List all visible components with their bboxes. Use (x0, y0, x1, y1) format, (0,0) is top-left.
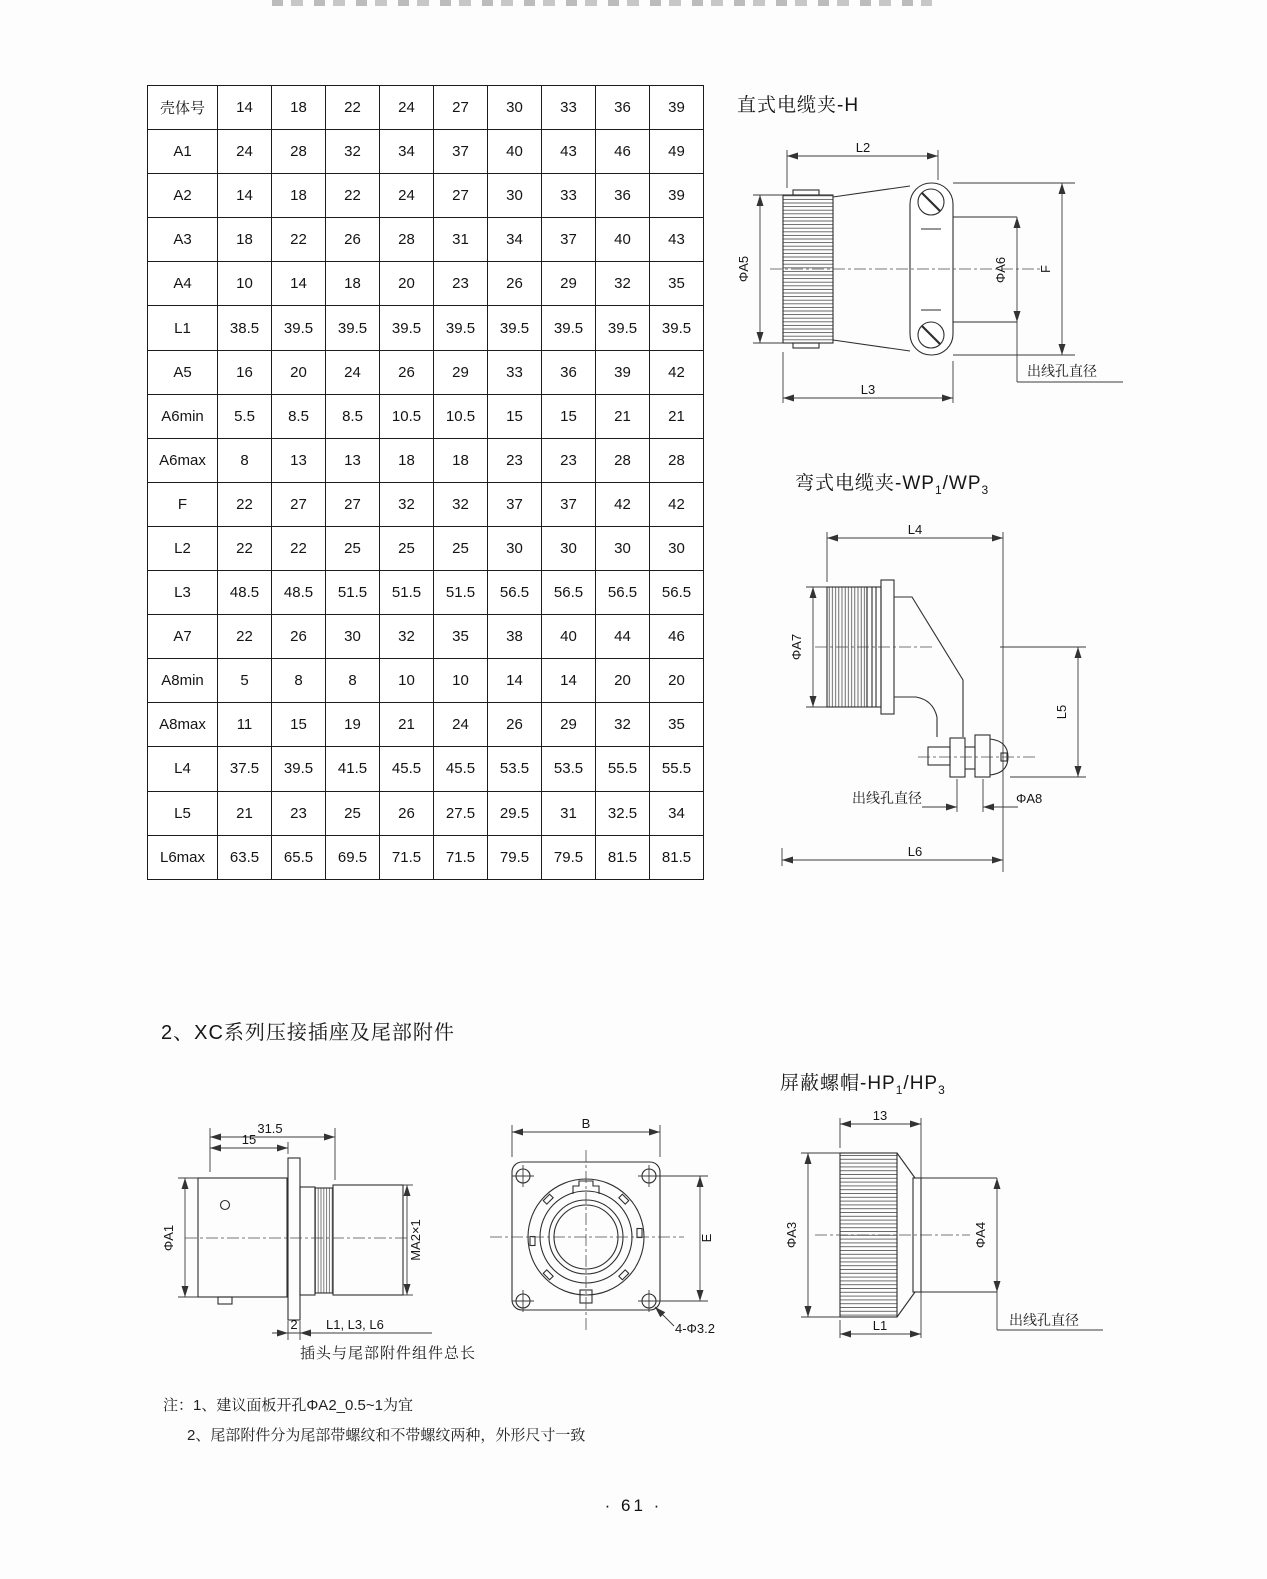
dimension-cell: 38 (488, 615, 542, 659)
dimension-cell: 20 (650, 659, 704, 703)
table-row (148, 174, 704, 218)
dimension-cell: 46 (596, 130, 650, 174)
svg-text:L5: L5 (1054, 704, 1069, 720)
dimension-cell: 69.5 (326, 835, 380, 879)
dimension-cell: 53.5 (488, 747, 542, 791)
mounting-hole (512, 1290, 534, 1312)
nut-title-sub1: 1 (895, 1082, 904, 1097)
dimension-cell: 56.5 (596, 571, 650, 615)
table-row (148, 262, 704, 306)
dimension-cell: 33 (488, 350, 542, 394)
l-set-label: L1, L3, L6 (326, 1317, 384, 1332)
dimension-cell: 24 (326, 350, 380, 394)
table-row (148, 571, 704, 615)
dimension-cell: 22 (218, 526, 272, 570)
dimension-31-5 (210, 1121, 335, 1180)
dimension-cell: 71.5 (434, 835, 488, 879)
dimension-cell: 53.5 (542, 747, 596, 791)
dimension-cell: 37 (542, 482, 596, 526)
table-row (148, 703, 704, 747)
dimension-cell: 32 (380, 482, 434, 526)
dimension-cell: 34 (650, 791, 704, 835)
dimension-l5 (1000, 647, 1086, 777)
dimension-cell: 13 (326, 438, 380, 482)
knurled-barrel (783, 186, 910, 351)
svg-text:ΦA3: ΦA3 (784, 1221, 799, 1249)
row-label: A8max (148, 703, 218, 747)
dimension-cell: 45.5 (380, 747, 434, 791)
dimension-cell: 22 (272, 218, 326, 262)
table-row (148, 306, 704, 350)
dimension-cell: 36 (542, 350, 596, 394)
svg-text:ΦA5: ΦA5 (736, 255, 751, 283)
dimension-cell: 26 (488, 703, 542, 747)
dimension-cell: 10 (380, 659, 434, 703)
dimension-cell: 22 (218, 615, 272, 659)
dimension-cell: 21 (650, 394, 704, 438)
dimension-cell: 26 (380, 350, 434, 394)
table-row (148, 791, 704, 835)
dimension-cell: 40 (596, 218, 650, 262)
row-label: L5 (148, 791, 218, 835)
dimension-cell: 48.5 (272, 571, 326, 615)
dimension-cell: 10.5 (434, 394, 488, 438)
dimension-cell: 15 (488, 394, 542, 438)
svg-text:ΦA6: ΦA6 (993, 256, 1008, 284)
table-row (148, 615, 704, 659)
dimension-cell: 39.5 (596, 306, 650, 350)
svg-text:ΦA1: ΦA1 (161, 1224, 176, 1252)
row-label: A7 (148, 615, 218, 659)
table-shell-size-header: 14 (218, 86, 272, 130)
row-label: A6max (148, 438, 218, 482)
svg-text:MA2×1: MA2×1 (408, 1219, 423, 1261)
dimension-cell: 46 (650, 615, 704, 659)
row-label: F (148, 482, 218, 526)
table-shell-size-header: 27 (434, 86, 488, 130)
dimension-cell: 25 (326, 526, 380, 570)
dimension-cell: 35 (650, 703, 704, 747)
dimension-cell: 8 (218, 438, 272, 482)
svg-text:ΦA8: ΦA8 (1016, 791, 1043, 806)
dimension-cell: 42 (650, 482, 704, 526)
dimension-phi-a4 (973, 1178, 997, 1330)
table-shell-size-header: 39 (650, 86, 704, 130)
dimension-cell: 23 (272, 791, 326, 835)
dimension-cell: 39 (650, 174, 704, 218)
exit-hole-label (1017, 363, 1123, 382)
dimension-phi-a6 (993, 217, 1017, 382)
table-corner-header: 壳体号 (148, 86, 218, 130)
dimension-cell: 43 (542, 130, 596, 174)
front-view-drawing (478, 1095, 763, 1363)
row-label: L1 (148, 306, 218, 350)
dimension-cell: 41.5 (326, 747, 380, 791)
dimension-cell: 27 (272, 482, 326, 526)
table-row (148, 394, 704, 438)
svg-text:B: B (581, 1116, 591, 1131)
dimension-cell: 79.5 (542, 835, 596, 879)
dimension-cell: 18 (380, 438, 434, 482)
page-number: · 61 · (604, 1496, 663, 1515)
dimension-cell: 26 (380, 791, 434, 835)
dimension-cell: 29 (434, 350, 488, 394)
dimension-cell: 37.5 (218, 747, 272, 791)
table-header-row (148, 86, 704, 130)
dimension-thread-ma2x1 (403, 1185, 423, 1295)
dimension-cell: 51.5 (380, 571, 434, 615)
dimension-cell: 37 (488, 482, 542, 526)
dimension-cell: 32 (596, 262, 650, 306)
dimension-cell: 21 (380, 703, 434, 747)
dimension-cell: 36 (596, 174, 650, 218)
dimension-cell: 33 (542, 174, 596, 218)
dimension-e (656, 1176, 714, 1301)
table-shell-size-header: 22 (326, 86, 380, 130)
dimension-cell: 10.5 (380, 394, 434, 438)
dimension-cell: 28 (596, 438, 650, 482)
dimension-cell: 55.5 (650, 747, 704, 791)
bent-title-sub2: 3 (981, 482, 990, 497)
dimension-cell: 34 (488, 218, 542, 262)
dimension-l2 (787, 140, 938, 188)
svg-text:4-Φ3.2: 4-Φ3.2 (675, 1321, 716, 1336)
row-label: A1 (148, 130, 218, 174)
dimension-cell: 18 (272, 174, 326, 218)
dimension-cell: 28 (272, 130, 326, 174)
dimension-cell: 8.5 (326, 394, 380, 438)
dimension-cell: 42 (650, 350, 704, 394)
svg-text:出线孔直径: 出线孔直径 (852, 790, 922, 806)
row-label: A4 (148, 262, 218, 306)
svg-text:ΦA4: ΦA4 (973, 1221, 988, 1249)
dimension-cell: 25 (434, 526, 488, 570)
dimension-cell: 8.5 (272, 394, 326, 438)
table-row (148, 350, 704, 394)
table-shell-size-header: 36 (596, 86, 650, 130)
table-row (148, 482, 704, 526)
dimension-cell: 22 (218, 482, 272, 526)
panel-flange (288, 1158, 300, 1320)
nut-title-mid: /HP (903, 1073, 939, 1094)
table-shell-size-header: 33 (542, 86, 596, 130)
dimension-cell: 27 (434, 174, 488, 218)
dimension-cell: 71.5 (380, 835, 434, 879)
svg-text:31.5: 31.5 (257, 1121, 283, 1136)
bent-title-sub1: 1 (934, 482, 943, 497)
row-label: A6min (148, 394, 218, 438)
dimension-cell: 45.5 (434, 747, 488, 791)
dimension-cell: 79.5 (488, 835, 542, 879)
dimension-cell: 51.5 (434, 571, 488, 615)
dimension-cell: 30 (596, 526, 650, 570)
dimension-cell: 15 (272, 703, 326, 747)
svg-text:L2: L2 (855, 140, 871, 155)
dimension-cell: 39.5 (542, 306, 596, 350)
dimension-cell: 32 (596, 703, 650, 747)
dimension-cell: 30 (326, 615, 380, 659)
holes-callout (655, 1307, 715, 1336)
dimension-cell: 23 (488, 438, 542, 482)
svg-text:出线孔直径: 出线孔直径 (1009, 1312, 1079, 1328)
dimension-cell: 38.5 (218, 306, 272, 350)
dimension-cell: 30 (650, 526, 704, 570)
dimension-cell: 28 (380, 218, 434, 262)
dimension-f (953, 183, 1075, 355)
dimension-cell: 25 (380, 526, 434, 570)
dimension-cell: 21 (596, 394, 650, 438)
dimension-cell: 14 (218, 174, 272, 218)
dimension-cell: 39.5 (488, 306, 542, 350)
dimension-cell: 27 (326, 482, 380, 526)
cable-gland (918, 735, 1038, 777)
row-label: L4 (148, 747, 218, 791)
dimension-cell: 27.5 (434, 791, 488, 835)
dimension-cell: 5.5 (218, 394, 272, 438)
dimension-cell: 25 (326, 791, 380, 835)
dimension-cell: 34 (380, 130, 434, 174)
dimension-cell: 44 (596, 615, 650, 659)
dimension-l3 (783, 352, 953, 403)
svg-text:L6: L6 (907, 844, 923, 859)
straight-clamp-title: 直式电缆夹-H (737, 95, 860, 116)
dimension-cell: 39.5 (272, 306, 326, 350)
dimension-cell: 29.5 (488, 791, 542, 835)
note-line-2: 2、尾部附件分为尾部带螺纹和不带螺纹两种，外形尺寸一致 (187, 1427, 586, 1444)
svg-text:出线孔直径: 出线孔直径 (1027, 363, 1097, 379)
dimension-l1 (840, 1318, 921, 1338)
clipped-header-text (272, 0, 932, 6)
dimension-cell: 20 (380, 262, 434, 306)
svg-text:E: E (699, 1233, 714, 1243)
svg-text:2: 2 (290, 1317, 298, 1332)
table-row (148, 438, 704, 482)
table-shell-size-header: 24 (380, 86, 434, 130)
dimension-cell: 24 (218, 130, 272, 174)
dimension-cell: 26 (326, 218, 380, 262)
collar (300, 1187, 315, 1295)
dimension-cell: 20 (272, 350, 326, 394)
dimension-cell: 56.5 (650, 571, 704, 615)
plug-side-drawing (160, 1100, 480, 1350)
dimension-cell: 39.5 (272, 747, 326, 791)
dimensions-table (147, 85, 704, 880)
dimension-cell: 30 (488, 174, 542, 218)
exit-hole-dimension (852, 779, 1042, 812)
bent-clamp-drawing (770, 520, 1180, 882)
table-row (148, 130, 704, 174)
dimension-cell: 39.5 (326, 306, 380, 350)
dimension-cell: 5 (218, 659, 272, 703)
dimension-cell: 31 (542, 791, 596, 835)
dimension-cell: 43 (650, 218, 704, 262)
dimension-cell: 14 (542, 659, 596, 703)
table-shell-size-header: 30 (488, 86, 542, 130)
dimension-cell: 11 (218, 703, 272, 747)
dimension-cell: 51.5 (326, 571, 380, 615)
dimension-cell: 32 (380, 615, 434, 659)
bent-title-mid: /WP (942, 473, 982, 494)
row-label: A3 (148, 218, 218, 262)
dimension-cell: 22 (272, 526, 326, 570)
dimension-cell: 18 (326, 262, 380, 306)
dimension-cell: 16 (218, 350, 272, 394)
shield-nut-drawing (785, 1108, 1115, 1348)
dimension-cell: 39.5 (650, 306, 704, 350)
table-row (148, 835, 704, 879)
dimension-cell: 56.5 (488, 571, 542, 615)
dimension-cell: 81.5 (650, 835, 704, 879)
row-label: L3 (148, 571, 218, 615)
dimension-cell: 32.5 (596, 791, 650, 835)
svg-text:ΦA7: ΦA7 (789, 633, 804, 661)
straight-clamp-drawing (735, 140, 1135, 430)
dimension-cell: 39.5 (380, 306, 434, 350)
table-row (148, 526, 704, 570)
dimension-cell: 26 (488, 262, 542, 306)
dimension-cell: 42 (596, 482, 650, 526)
section-2-title: 2、XC系列压接插座及尾部附件 (161, 1022, 455, 1044)
dimension-cell: 40 (542, 615, 596, 659)
dimension-cell: 22 (326, 174, 380, 218)
dimension-cell: 39.5 (434, 306, 488, 350)
dimension-cell: 23 (434, 262, 488, 306)
dimension-cell: 49 (650, 130, 704, 174)
dimension-cell: 32 (326, 130, 380, 174)
row-label: A5 (148, 350, 218, 394)
dimension-cell: 18 (218, 218, 272, 262)
dimension-cell: 13 (272, 438, 326, 482)
plug-side-caption: 插头与尾部附件组件总长 (300, 1345, 477, 1362)
dimension-cell: 29 (542, 703, 596, 747)
dimension-cell: 10 (218, 262, 272, 306)
shield-nut-title (780, 1068, 946, 1097)
dimension-cell: 35 (650, 262, 704, 306)
dimension-cell: 15 (542, 394, 596, 438)
dimension-cell: 8 (326, 659, 380, 703)
nut-title-text: 屏蔽螺帽-HP (780, 1073, 896, 1094)
svg-text:15: 15 (241, 1132, 257, 1147)
dimension-cell: 39 (596, 350, 650, 394)
dimension-cell: 8 (272, 659, 326, 703)
row-label: L6max (148, 835, 218, 879)
dimension-cell: 32 (434, 482, 488, 526)
dimension-cell: 55.5 (596, 747, 650, 791)
dimension-cell: 37 (434, 130, 488, 174)
dimension-cell: 81.5 (596, 835, 650, 879)
svg-text:L3: L3 (860, 382, 876, 397)
note-line-1: 注：1、建议面板开孔ΦA2_0.5~1为宜 (163, 1397, 413, 1414)
dimension-cell: 19 (326, 703, 380, 747)
dimension-cell: 10 (434, 659, 488, 703)
row-label: A8min (148, 659, 218, 703)
mounting-hole (512, 1165, 534, 1187)
dimension-cell: 35 (434, 615, 488, 659)
exit-hole-label (997, 1312, 1103, 1330)
row-label: L2 (148, 526, 218, 570)
dimension-cell: 56.5 (542, 571, 596, 615)
bent-title-text: 弯式电缆夹-WP (795, 473, 935, 494)
dimension-l6 (782, 844, 1003, 866)
dimension-cell: 65.5 (272, 835, 326, 879)
dimension-cell: 24 (380, 174, 434, 218)
table-shell-size-header: 18 (272, 86, 326, 130)
dimension-cell: 21 (218, 791, 272, 835)
dimension-phi-a1 (161, 1178, 198, 1297)
bent-clamp-title (795, 468, 989, 497)
dimension-cell: 29 (542, 262, 596, 306)
svg-text:L1: L1 (872, 1318, 888, 1333)
elbow-body (894, 597, 963, 737)
dimension-cell: 20 (596, 659, 650, 703)
rear-accessory-body (333, 1185, 403, 1295)
plug-body (198, 1178, 287, 1304)
table-row (148, 218, 704, 262)
dimension-cell: 48.5 (218, 571, 272, 615)
dimension-cell: 14 (488, 659, 542, 703)
dimension-cell: 63.5 (218, 835, 272, 879)
row-label: A2 (148, 174, 218, 218)
nut-title-sub2: 3 (938, 1082, 946, 1097)
svg-text:F: F (1038, 265, 1053, 273)
dimension-cell: 40 (488, 130, 542, 174)
dimension-cell: 30 (542, 526, 596, 570)
threaded-section (315, 1188, 333, 1293)
dimension-cell: 37 (542, 218, 596, 262)
dimension-cell: 31 (434, 218, 488, 262)
dimension-cell: 23 (542, 438, 596, 482)
svg-text:13: 13 (872, 1108, 888, 1123)
dimension-cell: 14 (272, 262, 326, 306)
dimension-cell: 30 (488, 526, 542, 570)
dimension-cell: 24 (434, 703, 488, 747)
dimension-cell: 18 (434, 438, 488, 482)
dimension-cell: 28 (650, 438, 704, 482)
svg-text:L4: L4 (907, 522, 923, 537)
table-row (148, 659, 704, 703)
table-row (148, 747, 704, 791)
dimension-cell: 26 (272, 615, 326, 659)
